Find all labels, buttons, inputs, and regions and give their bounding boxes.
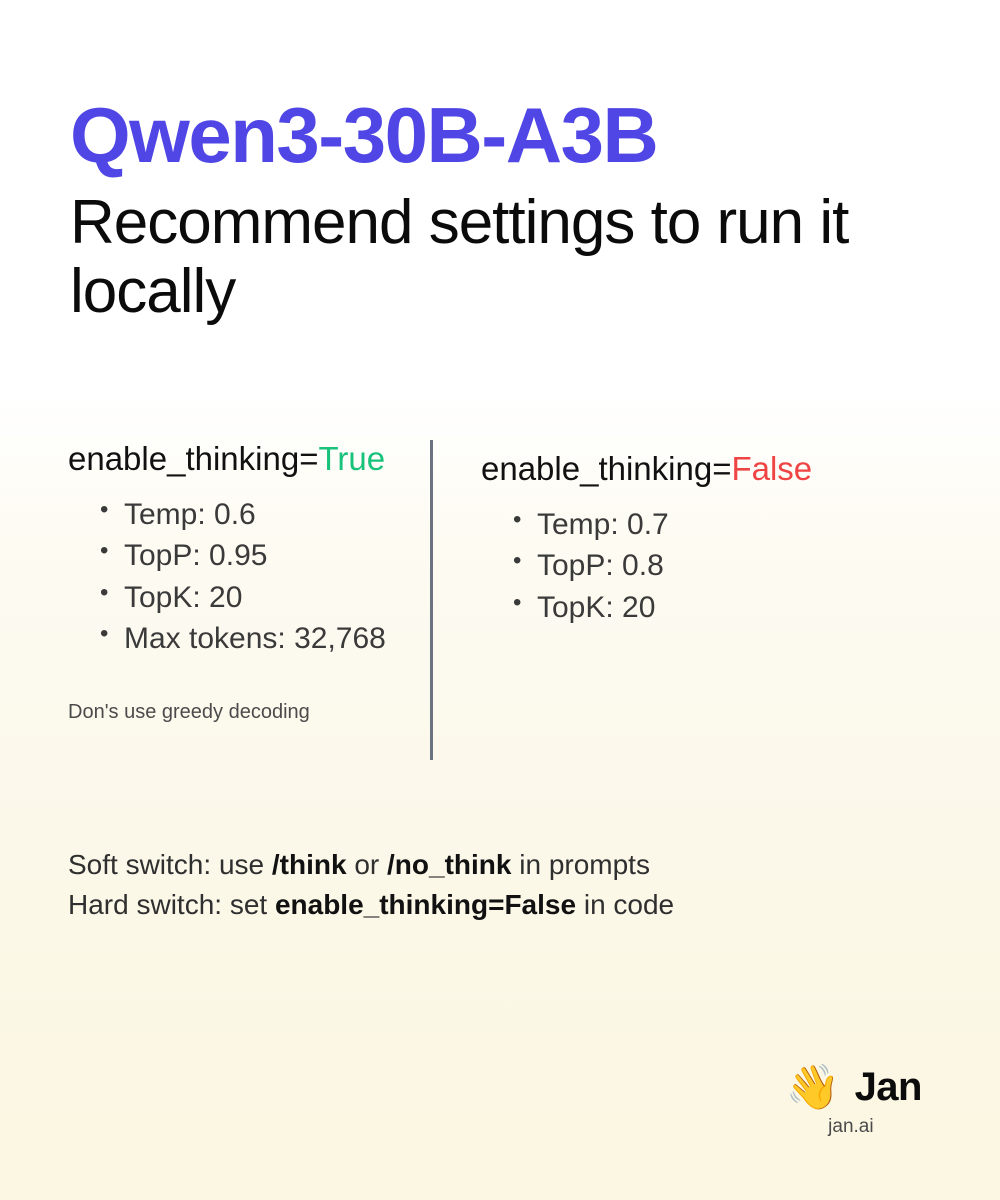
brand-footer bbox=[785, 1062, 922, 1138]
heading-prefix-right: enable_thinking= bbox=[481, 450, 732, 487]
greedy-decoding-note: Don's use greedy decoding bbox=[68, 700, 310, 723]
brand-url: jan.ai bbox=[828, 1116, 874, 1137]
soft-switch-token-no-think: /no_think bbox=[387, 849, 512, 880]
column-thinking-disabled bbox=[433, 440, 933, 630]
heading-value-true: True bbox=[318, 440, 386, 477]
list-item: • TopK: 20 bbox=[537, 589, 933, 627]
list-item: • Max tokens: 32,768 bbox=[124, 620, 430, 658]
list-item: • TopP: 0.95 bbox=[124, 537, 430, 575]
hard-switch-prefix: Hard switch: set bbox=[68, 888, 275, 920]
list-item: • TopP: 0.8 bbox=[537, 547, 933, 585]
settings-columns bbox=[0, 440, 1000, 760]
column-heading-enable-thinking-true bbox=[68, 440, 430, 478]
brand-name: Jan bbox=[854, 1065, 922, 1109]
hard-switch-token: enable_thinking=False bbox=[274, 888, 577, 920]
param-list-thinking-enabled bbox=[68, 496, 430, 659]
soft-switch-suffix: in prompts bbox=[511, 849, 650, 880]
page-title: Qwen3-30B-A3B bbox=[70, 91, 658, 179]
switch-instructions bbox=[68, 845, 948, 925]
param-list-thinking-disabled bbox=[481, 506, 933, 627]
hard-switch-line bbox=[68, 885, 948, 925]
waving-hand-icon: 👋 bbox=[785, 1062, 841, 1112]
soft-switch-token-think: /think bbox=[271, 849, 347, 880]
soft-switch-mid: or bbox=[346, 849, 388, 880]
list-item: • Temp: 0.7 bbox=[537, 506, 933, 544]
hard-switch-suffix: in code bbox=[576, 888, 675, 920]
heading-value-false: False bbox=[731, 450, 813, 487]
column-heading-enable-thinking-false bbox=[481, 450, 933, 488]
brand-row bbox=[785, 1062, 922, 1112]
list-item: • TopK: 20 bbox=[124, 579, 430, 617]
list-item: • Temp: 0.6 bbox=[124, 496, 430, 534]
soft-switch-prefix: Soft switch: use bbox=[68, 849, 272, 880]
page-subtitle: Recommend settings to run it locally bbox=[70, 188, 849, 327]
soft-switch-line bbox=[68, 845, 948, 885]
header bbox=[0, 0, 1000, 327]
heading-prefix-left: enable_thinking= bbox=[68, 440, 319, 477]
column-thinking-enabled bbox=[0, 440, 430, 724]
